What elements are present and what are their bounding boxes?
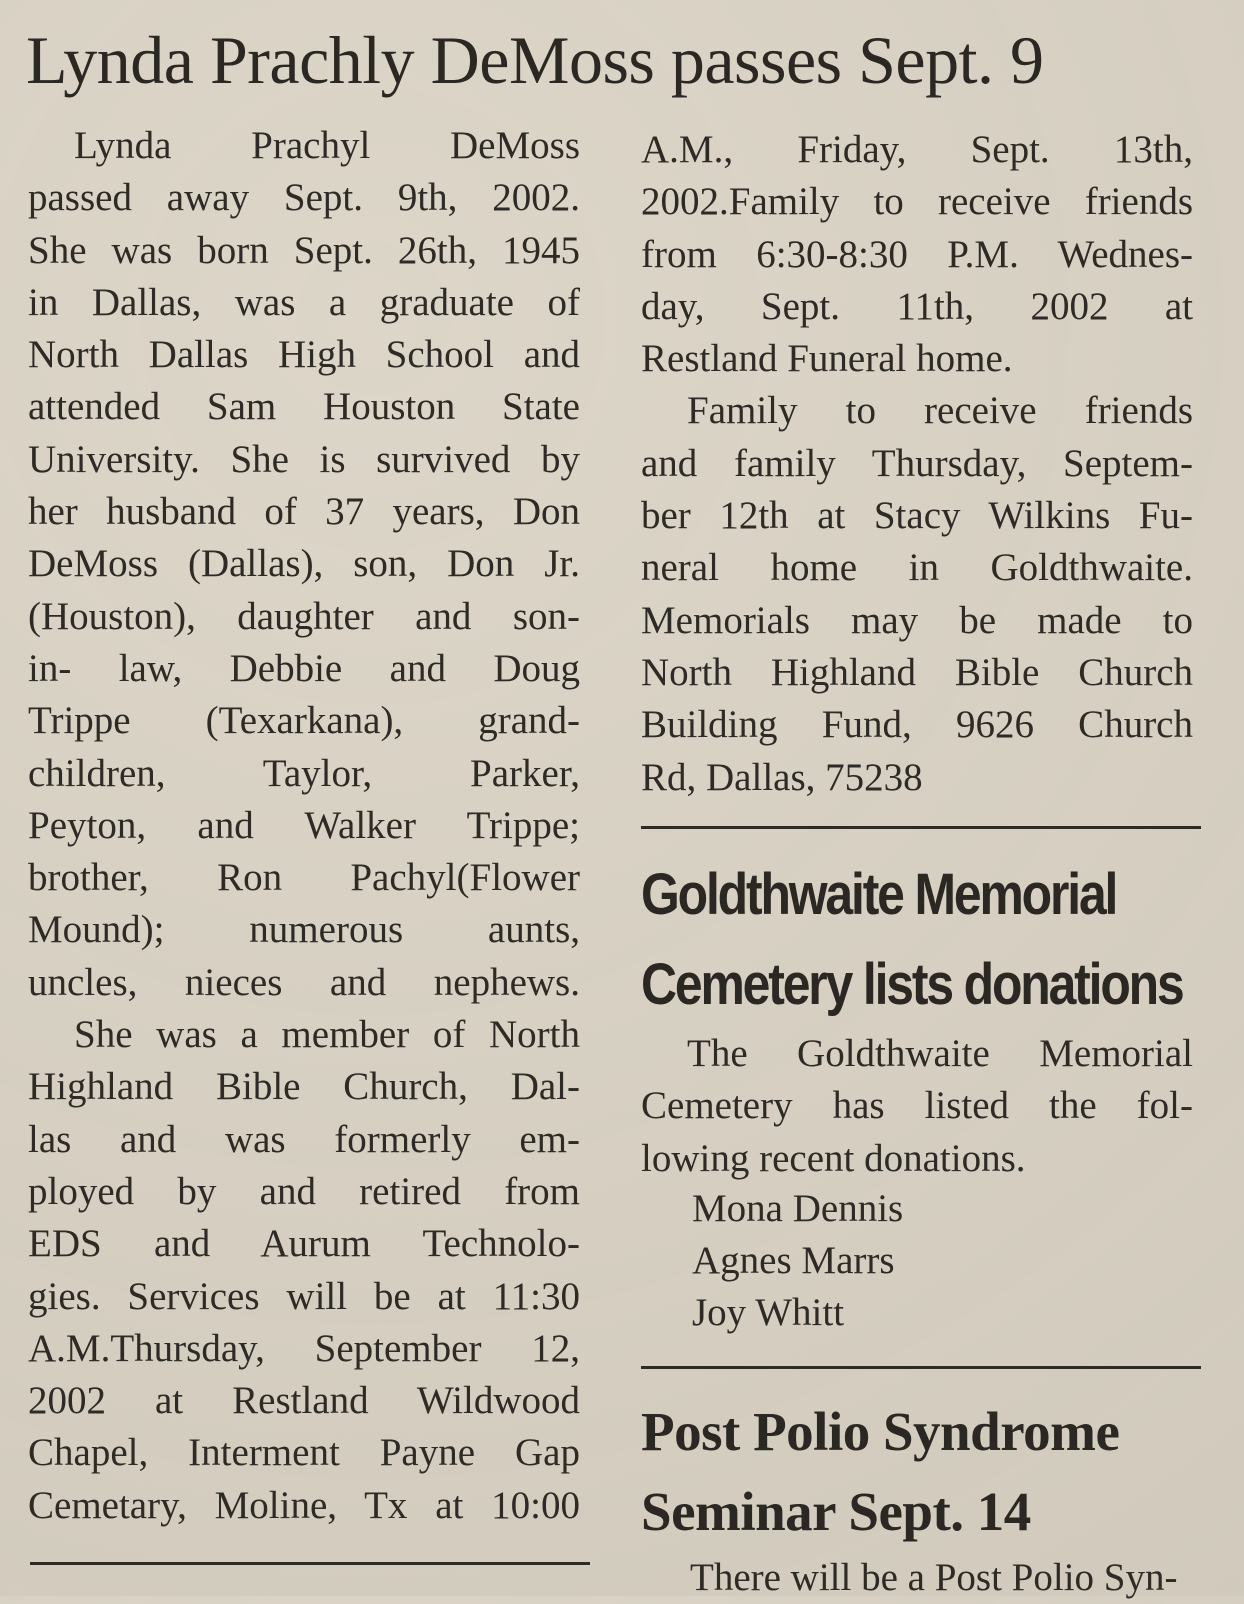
obituary-text-right <box>641 124 1193 804</box>
text-line: North Highland Bible Church <box>641 650 1193 694</box>
text-line: ployed by and retired from <box>28 1169 580 1213</box>
donor-list <box>692 1183 903 1339</box>
text-line: gies. Services will be at 11:30 <box>28 1274 580 1318</box>
text-line: Trippe (Texarkana), grand- <box>28 699 580 743</box>
text-line: from 6:30-8:30 P.M. Wednes- <box>641 232 1193 276</box>
divider-rule <box>641 1366 1201 1369</box>
text-line: ber 12th at Stacy Wilkins Fu- <box>641 494 1193 538</box>
divider-rule <box>30 1562 590 1565</box>
polio-headline-line1: Post Polio Syndrome <box>641 1401 1120 1462</box>
text-line: (Houston), daughter and son- <box>28 594 580 638</box>
text-line: Cemetery has listed the fol- <box>641 1084 1193 1128</box>
cemetery-headline-line1: Goldthwaite Memorial <box>641 862 1117 927</box>
polio-text: There will be a Post Polio Syn- <box>690 1556 1178 1599</box>
cemetery-text <box>641 1028 1193 1185</box>
text-line: She was born Sept. 26th, 1945 <box>28 228 580 272</box>
text-line: Cemetary, Moline, Tx at 10:00 <box>28 1483 580 1527</box>
list-item: Mona Dennis <box>692 1187 904 1230</box>
text-line: Chapel, Interment Payne Gap <box>28 1431 580 1475</box>
text-line: Restland Funeral home. <box>641 337 1013 381</box>
text-line: Lynda Prachyl DeMoss <box>74 124 580 167</box>
text-line: brother, Ron Pachyl(Flower <box>28 856 580 900</box>
cemetery-headline-line2: Cemetery lists donations <box>641 952 1183 1017</box>
text-line: children, Taylor, Parker, <box>28 751 580 795</box>
text-line: in- law, Debbie and Doug <box>28 646 580 690</box>
text-line: her husband of 37 years, Don <box>28 490 580 534</box>
text-line: The Goldthwaite Memorial <box>687 1032 1193 1075</box>
text-line: Peyton, and Walker Trippe; <box>28 803 580 847</box>
list-item: Joy Whitt <box>692 1291 845 1334</box>
text-line: attended Sam Houston State <box>28 385 580 429</box>
text-line: North Dallas High School and <box>28 333 580 377</box>
text-line: She was a member of North <box>74 1013 580 1057</box>
text-line: Highland Bible Church, Dal- <box>28 1065 580 1109</box>
obituary-column-left <box>28 120 580 1532</box>
text-line: 2002 at Restland Wildwood <box>28 1379 580 1423</box>
obituary-text-left <box>28 120 580 1532</box>
text-line: and family Thursday, Septem- <box>641 441 1193 485</box>
divider-rule <box>641 826 1201 829</box>
list-item: Agnes Marrs <box>692 1239 895 1282</box>
text-line: uncles, nieces and nephews. <box>28 960 580 1004</box>
text-line: las and was formerly em- <box>28 1117 580 1161</box>
text-line: 2002.Family to receive friends <box>641 180 1193 224</box>
text-line: lowing recent donations. <box>641 1136 1026 1180</box>
text-line: passed away Sept. 9th, 2002. <box>28 176 580 220</box>
text-line: DeMoss (Dallas), son, Don Jr. <box>28 542 580 586</box>
text-line: University. She is survived by <box>28 437 580 481</box>
text-line: Rd, Dallas, 75238 <box>641 755 923 799</box>
text-line: day, Sept. 11th, 2002 at <box>641 284 1193 328</box>
text-line: Memorials may be made to <box>641 598 1193 642</box>
obituary-column-right <box>641 124 1193 804</box>
text-line: Family to receive friends <box>687 389 1193 433</box>
obituary-headline: Lynda Prachly DeMoss passes Sept. 9 <box>26 22 1044 98</box>
text-line: A.M., Friday, Sept. 13th, <box>641 128 1193 171</box>
text-line: in Dallas, was a graduate of <box>28 280 580 324</box>
text-line: Building Fund, 9626 Church <box>641 703 1193 747</box>
polio-headline-line2: Seminar Sept. 14 <box>641 1481 1031 1542</box>
text-line: neral home in Goldthwaite. <box>641 546 1193 590</box>
text-line: Mound); numerous aunts, <box>28 908 580 952</box>
text-line: EDS and Aurum Technolo- <box>28 1222 580 1266</box>
text-line: A.M.Thursday, September 12, <box>28 1326 580 1370</box>
